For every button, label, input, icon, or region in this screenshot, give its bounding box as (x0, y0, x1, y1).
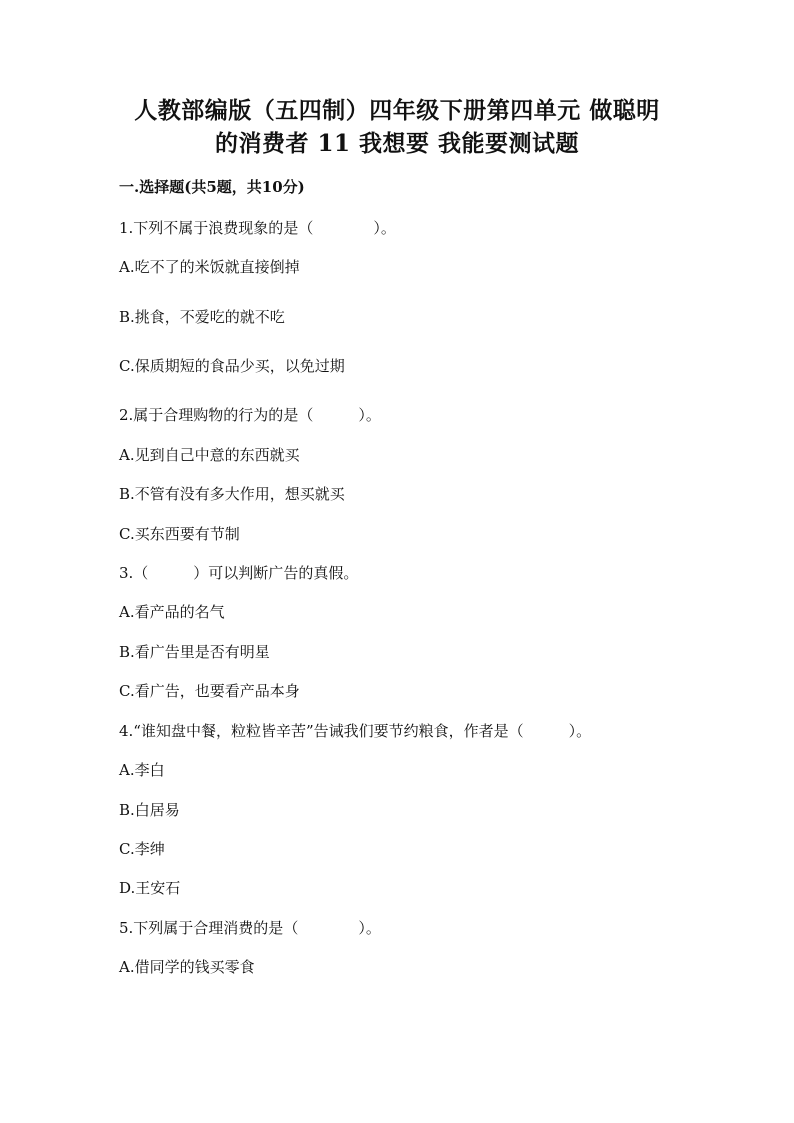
question-2-option-a: A.见到自己中意的东西就买 (119, 446, 300, 464)
question-4-option-a: A.李白 (119, 761, 165, 779)
question-2-option-b: B.不管有没有多大作用，想买就买 (119, 485, 345, 503)
question-4-option-c: C.李绅 (119, 840, 165, 858)
question-3-option-b: B.看广告里是否有明星 (119, 643, 270, 661)
question-3-option-c: C.看广告，也要看产品本身 (119, 682, 300, 700)
question-2-stem: 2.属于合理购物的行为的是（ ）。 (119, 406, 381, 424)
question-1-option-c: C.保质期短的食品少买，以免过期 (119, 357, 345, 375)
question-4-stem: 4.“谁知盘中餐，粒粒皆辛苦”告诫我们要节约粮食，作者是（ ）。 (119, 722, 592, 740)
question-5-stem: 5.下列属于合理消费的是（ ）。 (119, 919, 381, 937)
question-5-option-a: A.借同学的钱买零食 (119, 958, 255, 976)
question-3-stem: 3.（ ）可以判断广告的真假。 (119, 564, 359, 582)
question-1-stem: 1.下列不属于浪费现象的是（ ）。 (119, 219, 396, 237)
question-3-option-a: A.看产品的名气 (119, 603, 225, 621)
question-4-option-d: D.王安石 (119, 879, 181, 897)
question-2-option-c: C.买东西要有节制 (119, 525, 240, 543)
question-1-option-b: B.挑食，不爱吃的就不吃 (119, 308, 285, 326)
question-1-option-a: A.吃不了的米饭就直接倒掉 (119, 258, 300, 276)
section-heading: 一.选择题(共5题，共10分) (119, 178, 305, 196)
page-title-line-1: 人教部编版（五四制）四年级下册第四单元 做聪明 (134, 97, 660, 124)
page-title-line-2: 的消费者 11 我想要 我能要测试题 (214, 130, 580, 157)
question-4-option-b: B.白居易 (119, 801, 180, 819)
